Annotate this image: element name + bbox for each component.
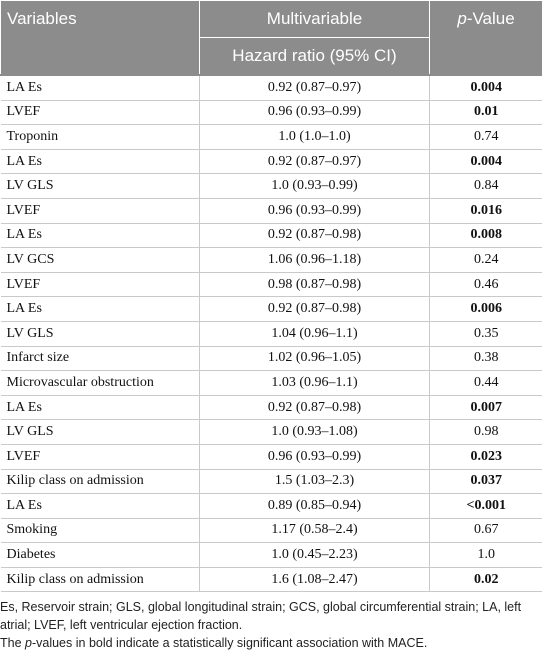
hazard-ratio-cell: 0.92 (0.87–0.97) (200, 75, 430, 100)
variable-cell: LV GCS (1, 248, 200, 273)
footnote-bold-note (0, 634, 540, 652)
table-row (1, 100, 542, 125)
hazard-ratio-cell: 1.0 (0.45–2.23) (200, 543, 430, 568)
table-row (1, 420, 542, 445)
hazard-ratio-cell: 0.92 (0.87–0.98) (200, 223, 430, 248)
hazard-ratio-cell: 0.96 (0.93–0.99) (200, 198, 430, 223)
table-row (1, 321, 542, 346)
hazard-ratio-cell: 0.89 (0.85–0.94) (200, 494, 430, 519)
hazard-ratio-cell: 0.98 (0.87–0.98) (200, 272, 430, 297)
table-row (1, 75, 542, 100)
p-value-cell: 0.24 (430, 248, 542, 273)
variable-cell: LV GLS (1, 321, 200, 346)
p-value-cell: <0.001 (430, 494, 542, 519)
variable-cell: LA Es (1, 75, 200, 100)
p-value-cell: 0.35 (430, 321, 542, 346)
variable-cell: LVEF (1, 272, 200, 297)
p-value-cell: 0.46 (430, 272, 542, 297)
hazard-ratio-cell: 1.04 (0.96–1.1) (200, 321, 430, 346)
p-value-cell: 0.67 (430, 518, 542, 543)
table-row (1, 174, 542, 199)
table-row (1, 297, 542, 322)
hazard-ratio-cell: 1.06 (0.96–1.18) (200, 248, 430, 273)
variable-cell: Infarct size (1, 346, 200, 371)
table-row (1, 395, 542, 420)
header-multivariable: Multivariable (200, 1, 430, 38)
table-row (1, 346, 542, 371)
p-value-cell: 0.008 (430, 223, 542, 248)
p-value-cell: 0.74 (430, 125, 542, 150)
header-variables: Variables (1, 1, 200, 76)
table-row (1, 518, 542, 543)
footnote-note-prefix: The (0, 636, 26, 651)
variable-cell: LVEF (1, 444, 200, 469)
footnote-note-rest: -values in bold indicate a statistically significant association with MACE. (31, 636, 428, 651)
hazard-ratio-cell: 0.96 (0.93–0.99) (200, 100, 430, 125)
hazard-ratio-cell: 1.0 (0.93–0.99) (200, 174, 430, 199)
p-value-cell: 0.01 (430, 100, 542, 125)
footnote-abbreviations: Es, Reservoir strain; GLS, global longitudinal strain; GCS, global circumferential strain; LA, left atrial; LVEF, left ventricular ejection fraction. (0, 600, 522, 633)
table-row (1, 543, 542, 568)
header-p-rest: -Value (466, 9, 515, 28)
p-value-cell: 0.02 (430, 567, 542, 592)
hazard-ratio-cell: 1.0 (1.0–1.0) (200, 125, 430, 150)
variable-cell: Kilip class on admission (1, 567, 200, 592)
hazard-ratio-cell: 0.92 (0.87–0.98) (200, 395, 430, 420)
header-hazard-ratio: Hazard ratio (95% CI) (200, 38, 430, 76)
hazard-ratio-cell: 1.02 (0.96–1.05) (200, 346, 430, 371)
p-value-cell: 0.004 (430, 149, 542, 174)
variable-cell: LA Es (1, 297, 200, 322)
p-value-cell: 0.007 (430, 395, 542, 420)
variable-cell: LA Es (1, 223, 200, 248)
table-row (1, 494, 542, 519)
variable-cell: LVEF (1, 100, 200, 125)
variable-cell: Kilip class on admission (1, 469, 200, 494)
p-value-cell: 1.0 (430, 543, 542, 568)
table-row (1, 444, 542, 469)
variable-cell: LA Es (1, 494, 200, 519)
variable-cell: Troponin (1, 125, 200, 150)
p-value-cell: 0.016 (430, 198, 542, 223)
variable-cell: LVEF (1, 198, 200, 223)
p-value-cell: 0.44 (430, 371, 542, 396)
hazard-ratio-cell: 0.92 (0.87–0.97) (200, 149, 430, 174)
hazard-ratio-cell: 1.0 (0.93–1.08) (200, 420, 430, 445)
table-row (1, 125, 542, 150)
variable-cell: LV GLS (1, 174, 200, 199)
p-value-cell: 0.98 (430, 420, 542, 445)
table-row (1, 149, 542, 174)
p-value-cell: 0.037 (430, 469, 542, 494)
table-row (1, 469, 542, 494)
header-p-italic: p (457, 9, 467, 28)
hazard-ratio-cell: 0.92 (0.87–0.98) (200, 297, 430, 322)
table-row (1, 198, 542, 223)
table-row (1, 223, 542, 248)
table-row (1, 248, 542, 273)
p-value-cell: 0.023 (430, 444, 542, 469)
variable-cell: Diabetes (1, 543, 200, 568)
p-value-cell: 0.006 (430, 297, 542, 322)
variable-cell: LA Es (1, 395, 200, 420)
table-body (1, 75, 542, 592)
variable-cell: Microvascular obstruction (1, 371, 200, 396)
p-value-cell: 0.84 (430, 174, 542, 199)
hazard-ratio-cell: 1.5 (1.03–2.3) (200, 469, 430, 494)
table-footnotes (0, 592, 542, 652)
table-row (1, 371, 542, 396)
table-row (1, 272, 542, 297)
variable-cell: LV GLS (1, 420, 200, 445)
variable-cell: LA Es (1, 149, 200, 174)
p-value-cell: 0.004 (430, 75, 542, 100)
header-p-value (430, 1, 542, 76)
p-value-cell: 0.38 (430, 346, 542, 371)
table-row (1, 567, 542, 592)
hazard-ratio-cell: 1.17 (0.58–2.4) (200, 518, 430, 543)
footnote-note-italic: p (25, 636, 32, 651)
hazard-ratio-cell: 1.03 (0.96–1.1) (200, 371, 430, 396)
hazard-ratio-cell: 0.96 (0.93–0.99) (200, 444, 430, 469)
hazard-ratio-cell: 1.6 (1.08–2.47) (200, 567, 430, 592)
variable-cell: Smoking (1, 518, 200, 543)
